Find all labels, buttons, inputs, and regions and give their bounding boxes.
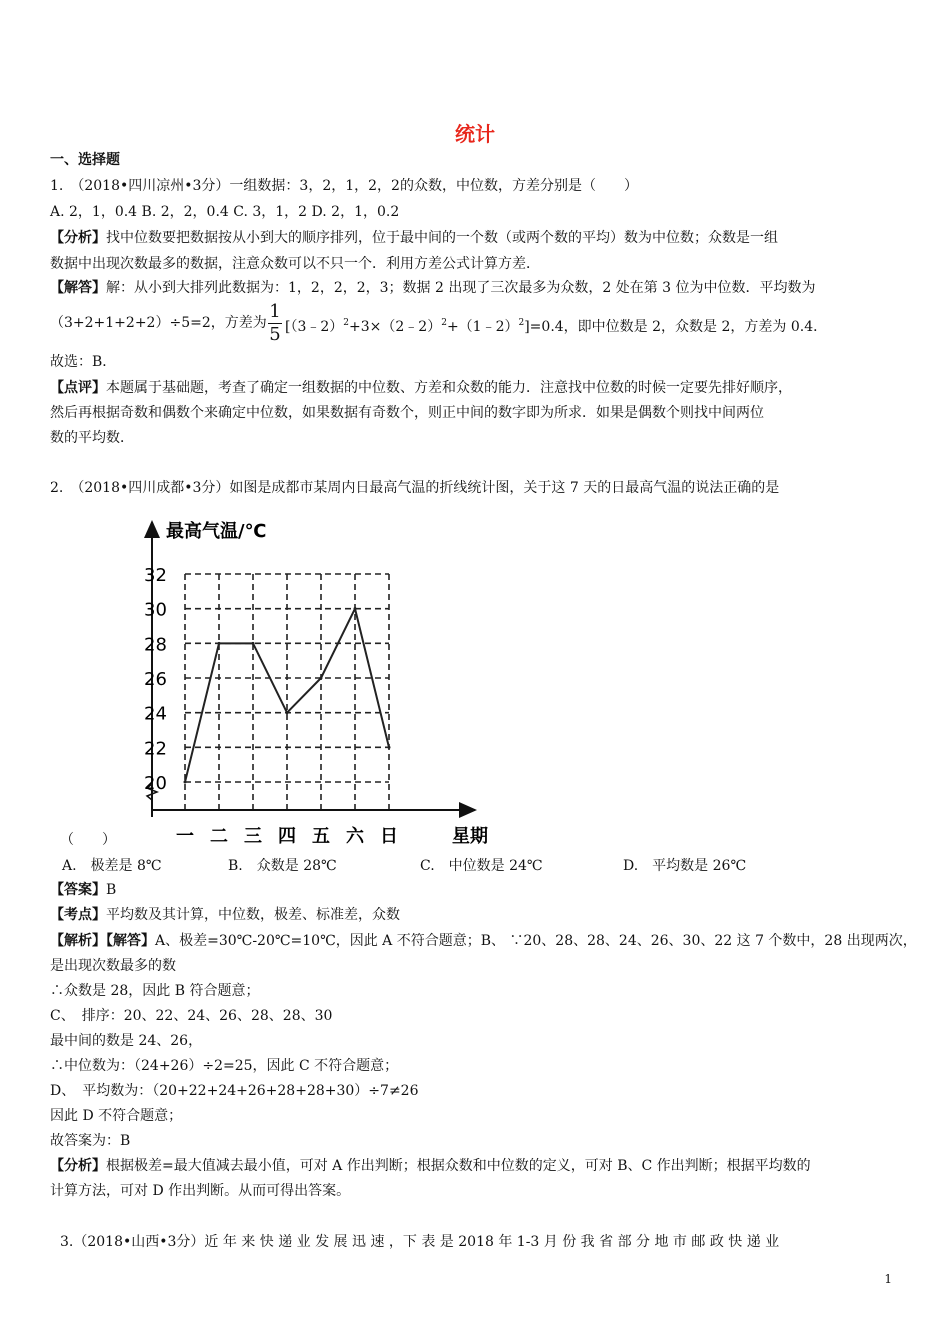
fraction-one-fifth — [268, 302, 282, 345]
q1-answer-text: 解：从小到大排列此数据为：1，2，2，2，3；数据 2 出现了三次最多为众数，2 处在第 3 位为中位数．平均数为 — [106, 280, 816, 296]
y-tick-label: 28 — [144, 634, 167, 656]
q1-analysis-text: 找中位数要把数据按从小到大的顺序排列，位于最中间的一个数（或两个数的平均）数为中位数；众数是一组 — [106, 230, 778, 246]
section-heading: 一、选择题 — [50, 152, 120, 168]
q2-explain-line-8: 因此 D 不符合题意； — [50, 1108, 183, 1124]
data-point-五 — [320, 677, 323, 680]
data-point-六 — [354, 607, 357, 610]
q1-options: A. 2，1，0.4 B. 2，2，0.4 C. 3，1，2 D. 2，1，0.2 — [50, 204, 400, 220]
q1-answer-line-2a: （3+2+1+2+2）÷5=2，方差为 — [50, 315, 267, 331]
data-point-三 — [252, 642, 255, 645]
knowledge-tag: 【考点】 — [50, 907, 106, 923]
q2-stem: 2. （2018•四川成都•3分）如图是成都市某周内日最高气温的折线统计图，关于这 7 天的日最高气温的说法正确的是 — [50, 480, 780, 496]
q1-comment-line-3: 数的平均数． — [50, 430, 134, 446]
y-tick-label: 20 — [144, 773, 167, 794]
page-number: 1 — [884, 1272, 892, 1286]
explain-tag: 【解析】【解答】 — [50, 933, 155, 949]
x-tick-labels — [176, 826, 398, 847]
q2-analysis-line-1 — [50, 1156, 811, 1176]
data-point-日 — [388, 746, 391, 749]
q1-answer-line-2b — [285, 313, 827, 337]
x-tick-label: 六 — [346, 826, 364, 847]
analysis-tag: 【分析】 — [50, 1158, 106, 1174]
answer-tag: 【答案】 — [50, 882, 106, 898]
variance-term-1: [（3﹣2） — [285, 319, 344, 335]
option-a: A. 极差是 8℃ — [62, 858, 162, 874]
fraction-numerator: 1 — [269, 301, 281, 322]
q1-choose: 故选：B． — [50, 354, 117, 370]
q2-explain-line-7: D、 平均数为：（20+22+24+26+28+28+30）÷7≠26 — [50, 1083, 419, 1099]
q2-explain-line-2: 是出现次数最多的数 — [50, 958, 176, 974]
q2-explain-text: A、极差=30℃-20℃=10℃，因此 A 不符合题意；B、 ∵20、28、28、24、26、30、22 这 7 个数中，28 出现两次， — [155, 933, 917, 949]
x-tick-label: 二 — [210, 826, 228, 847]
sup-3: 2 — [518, 318, 525, 328]
data-point-四 — [286, 711, 289, 714]
y-tick-label: 24 — [144, 703, 167, 725]
q1-stem: 1. （2018•四川凉州•3分）一组数据：3，2，1，2，2的众数，中位数，方差分别是（ ） — [50, 178, 638, 194]
variance-result: ]=0.4，即中位数是 2，众数是 2，方差为 0.4． — [524, 319, 828, 335]
temperature-line-chart — [140, 512, 500, 847]
y-tick-label: 30 — [144, 599, 167, 621]
page-title: 统计 — [455, 122, 495, 146]
option-d: D. 平均数是 26℃ — [623, 858, 747, 874]
x-tick-label: 四 — [278, 826, 296, 847]
data-point-二 — [218, 642, 221, 645]
variance-term-3: +（1﹣2） — [446, 319, 519, 335]
q1-comment-text: 本题属于基础题，考查了确定一组数据的中位数、方差和众数的能力．注意找中位数的时候一定要先排好顺序， — [106, 380, 792, 396]
q1-answer-line-1 — [50, 278, 816, 298]
q2-answer — [50, 880, 116, 900]
y-tick-label: 26 — [144, 669, 167, 690]
q2-explain-line-1 — [50, 931, 917, 951]
q1-comment-line-1 — [50, 378, 792, 398]
x-tick-label: 一 — [176, 826, 194, 847]
sup-1: 2 — [343, 318, 350, 328]
y-tick-labels — [144, 565, 167, 794]
q1-comment-line-2: 然后再根据奇数和偶数个来确定中位数，如果数据有奇数个，则正中间的数字即为所求．如果是偶数个则找中间两位 — [50, 405, 764, 421]
x-tick-label: 三 — [244, 826, 262, 847]
sup-2: 2 — [441, 318, 447, 328]
q2-explain-line-9: 故答案为：B — [50, 1133, 131, 1149]
answer-tag: 【解答】 — [50, 280, 106, 296]
q1-analysis-line-1 — [50, 228, 778, 248]
comment-tag: 【点评】 — [50, 380, 106, 396]
x-tick-label: 日 — [380, 826, 398, 847]
q1-analysis-line-2: 数据中出现次数最多的数据，注意众数可以不只一个．利用方差公式计算方差． — [50, 256, 540, 272]
q2-paren: （ ） — [60, 832, 116, 848]
x-tick-label: 五 — [312, 826, 330, 847]
variance-term-2: +3×（2﹣2） — [349, 319, 442, 335]
y-tick-label: 22 — [144, 738, 167, 760]
fraction-denominator: 5 — [269, 324, 281, 345]
q2-explain-line-4: C、 排序：20、22、24、26、28、28、30 — [50, 1008, 333, 1024]
q2-explain-line-5: 最中间的数是 24、26， — [50, 1033, 203, 1049]
chart-grid — [185, 574, 389, 810]
option-c: C. 中位数是 24℃ — [420, 858, 543, 874]
data-point-一 — [184, 781, 187, 784]
analysis-tag: 【分析】 — [50, 230, 106, 246]
q2-knowledge-point — [50, 905, 400, 925]
q2-answer-value: B — [106, 882, 117, 898]
q2-analysis-text: 根据极差=最大值减去最小值，可对 A 作出判断；根据众数和中位数的定义，可对 B、C 作出判断；根据平均数的 — [106, 1158, 811, 1174]
y-tick-label: 32 — [144, 565, 167, 586]
q2-explain-line-6: ∴中位数为：（24+26）÷2=25，因此 C 不符合题意； — [50, 1058, 399, 1074]
q2-analysis-line-2: 计算方法，可对 D 作出判断。从而可得出答案。 — [50, 1183, 351, 1199]
chart-title: 最高气温/℃ — [166, 521, 267, 542]
q2-knowledge-text: 平均数及其计算，中位数，极差、标准差，众数 — [106, 907, 400, 923]
option-b: B. 众数是 28℃ — [228, 858, 337, 874]
q3-stem: 3.（2018•山西•3分）近 年 来 快 递 业 发 展 迅 速 ，下 表 是 2018 年 1-3 月 份 我 省 部 分 地 市 邮 政 快 递 业 — [60, 1234, 780, 1250]
x-axis-label: 星期 — [452, 826, 488, 847]
q2-explain-line-3: ∴众数是 28，因此 B 符合题意； — [50, 983, 260, 999]
